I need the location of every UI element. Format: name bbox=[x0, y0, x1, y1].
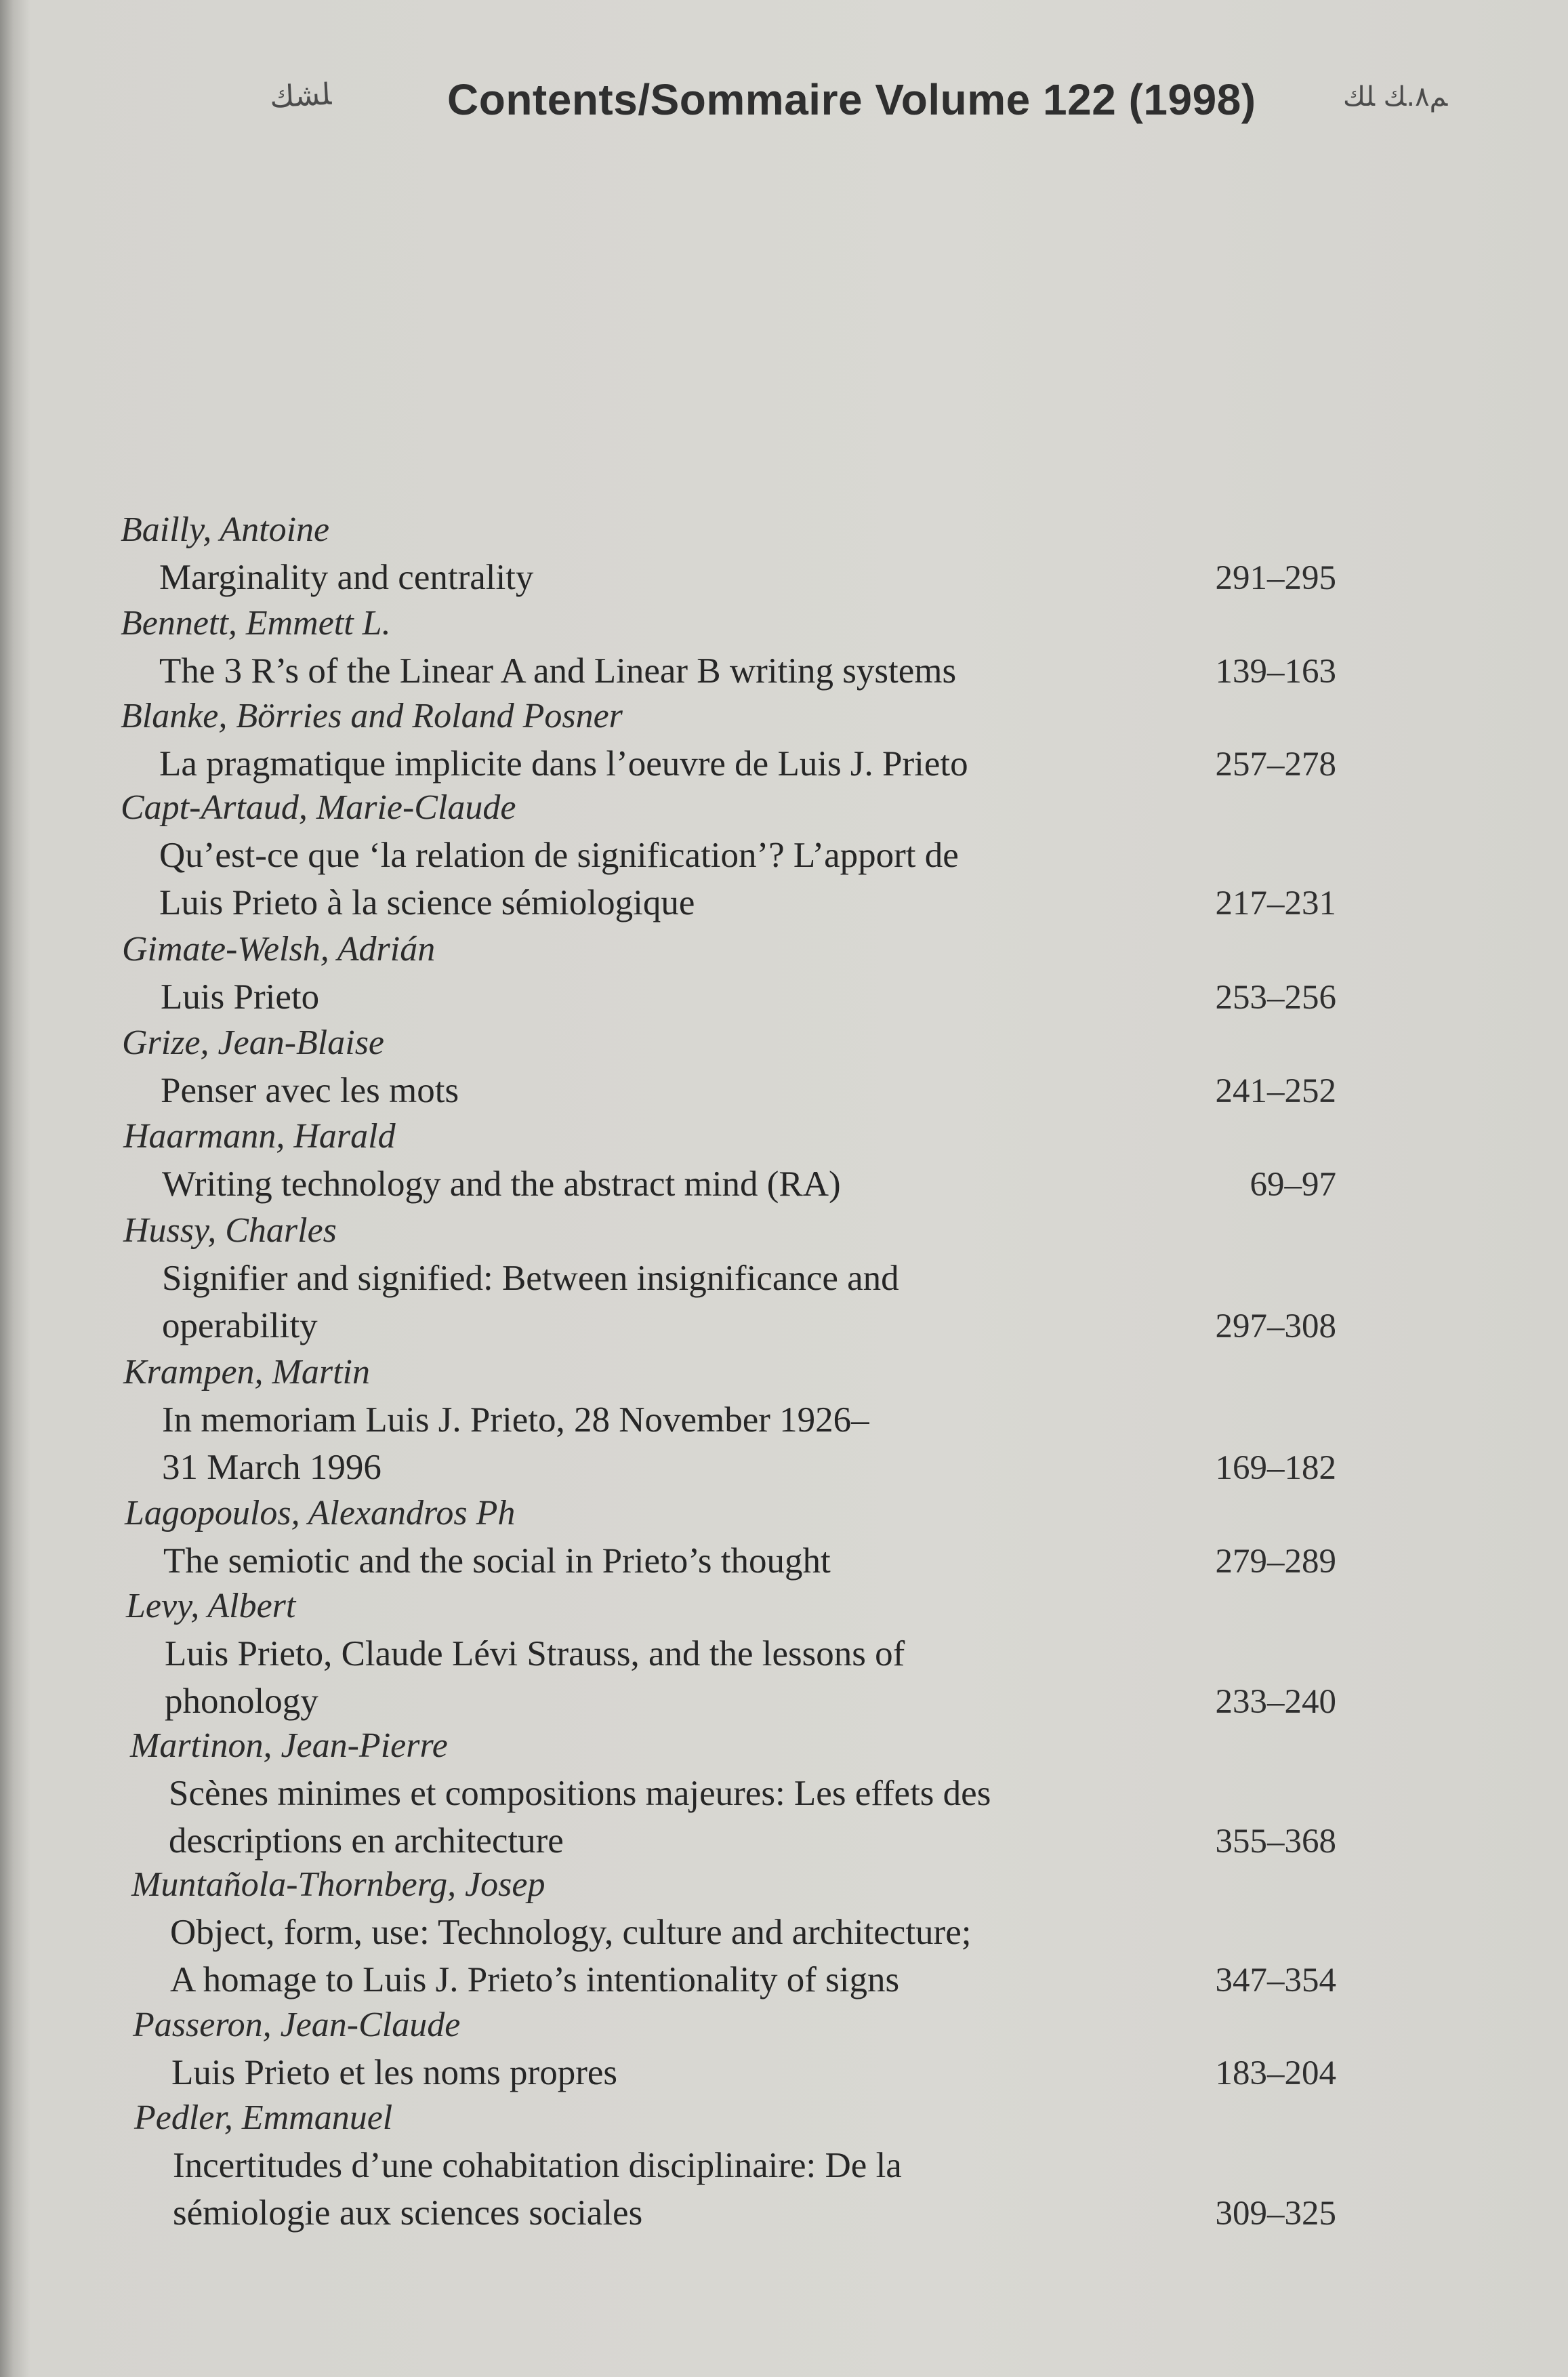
entry-author: Bennett, Emmett L. bbox=[121, 604, 391, 643]
entry-title-line: Qu’est-ce que ‘la relation de signification’? L’apport de bbox=[159, 836, 959, 875]
entry-page-range: 217–231 bbox=[1215, 885, 1336, 922]
entry-title-line: Luis Prieto à la science sémiologique bbox=[159, 883, 695, 922]
entry-page-range: 279–289 bbox=[1215, 1543, 1336, 1581]
entry-title-line: sémiologie aux sciences sociales bbox=[173, 2193, 643, 2233]
entry-page-range: 233–240 bbox=[1215, 1683, 1336, 1721]
entry-title-line: Scènes minimes et compositions majeures: Les effets des bbox=[169, 1774, 991, 1813]
entry-title-line: The semiotic and the social in Prieto’s thought bbox=[163, 1541, 831, 1581]
entry-title-line: Penser avec les mots bbox=[161, 1071, 459, 1110]
entry-title-line: phonology bbox=[165, 1682, 318, 1721]
entry-page-range: 257–278 bbox=[1215, 746, 1336, 784]
entry-title-line: A homage to Luis J. Prieto’s intentionality of signs bbox=[170, 1960, 900, 1999]
entry-author: Levy, Albert bbox=[126, 1587, 296, 1625]
entry-page-range: 347–354 bbox=[1215, 1962, 1336, 1999]
entry-title-line: Luis Prieto et les noms propres bbox=[171, 2053, 617, 2092]
entry-page-range: 291–295 bbox=[1215, 559, 1336, 597]
entry-title-line: 31 March 1996 bbox=[162, 1448, 381, 1487]
entry-title-line: operability bbox=[162, 1306, 318, 1345]
entry-page-range: 355–368 bbox=[1215, 1823, 1336, 1861]
handwritten-note-left: ﻠﺸﻚ bbox=[268, 77, 333, 115]
entry-author: Grize, Jean-Blaise bbox=[122, 1023, 385, 1062]
entry-page-range: 309–325 bbox=[1215, 2195, 1336, 2233]
entry-page-range: 297–308 bbox=[1215, 1307, 1336, 1345]
entry-page-range: 69–97 bbox=[1250, 1166, 1336, 1204]
entry-author: Bailly, Antoine bbox=[121, 510, 330, 549]
entry-title-line: Luis Prieto bbox=[161, 977, 320, 1017]
entry-author: Lagopoulos, Alexandros Ph bbox=[125, 1494, 516, 1532]
entry-title-line: In memoriam Luis J. Prieto, 28 November 1926– bbox=[162, 1400, 869, 1440]
entry-author: Pedler, Emmanuel bbox=[134, 2098, 393, 2137]
entry-page-range: 169–182 bbox=[1215, 1449, 1336, 1487]
entry-page-range: 139–163 bbox=[1215, 653, 1336, 691]
entry-author: Muntañola-Thornberg, Josep bbox=[131, 1865, 545, 1904]
entry-title-line: Writing technology and the abstract mind (RA) bbox=[162, 1164, 841, 1204]
entry-title-line: descriptions en architecture bbox=[169, 1821, 564, 1861]
entry-title-line: La pragmatique implicite dans l’oeuvre de Luis J. Prieto bbox=[159, 744, 968, 784]
page-title: Contents/Sommaire Volume 122 (1998) bbox=[447, 75, 1256, 124]
entry-author: Krampen, Martin bbox=[123, 1353, 370, 1391]
entry-author: Martinon, Jean-Pierre bbox=[130, 1726, 448, 1765]
entry-author: Capt-Artaud, Marie-Claude bbox=[121, 788, 516, 827]
entry-author: Passeron, Jean-Claude bbox=[133, 2006, 461, 2044]
entry-title-line: Object, form, use: Technology, culture and architecture; bbox=[170, 1913, 972, 1952]
entry-author: Blanke, Börries and Roland Posner bbox=[121, 697, 623, 735]
entry-author: Haarmann, Harald bbox=[123, 1117, 396, 1156]
entry-title-line: Signifier and signified: Between insignificance and bbox=[162, 1259, 899, 1298]
entry-title-line: Incertitudes d’une cohabitation disciplinaire: De la bbox=[173, 2146, 902, 2185]
entry-author: Hussy, Charles bbox=[123, 1211, 337, 1250]
entry-title-line: Marginality and centrality bbox=[159, 558, 534, 597]
handwritten-note-right: ﻢ٨.ﻚ ﻠﻚ bbox=[1343, 81, 1448, 113]
entry-title-line: Luis Prieto, Claude Lévi Strauss, and the lessons of bbox=[165, 1634, 905, 1673]
entry-page-range: 183–204 bbox=[1215, 2054, 1336, 2092]
entry-page-range: 253–256 bbox=[1215, 979, 1336, 1017]
entry-author: Gimate-Welsh, Adrián bbox=[122, 930, 436, 969]
entry-title-line: The 3 R’s of the Linear A and Linear B writing systems bbox=[159, 651, 957, 691]
entry-page-range: 241–252 bbox=[1215, 1072, 1336, 1110]
